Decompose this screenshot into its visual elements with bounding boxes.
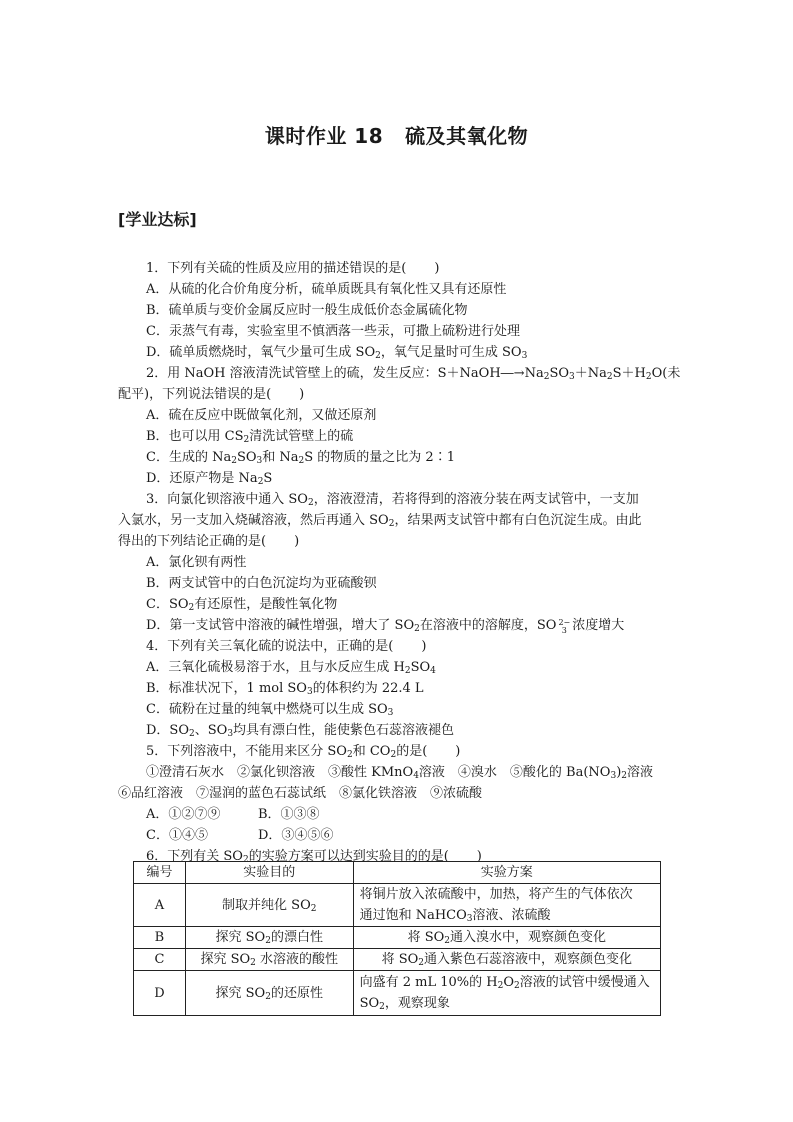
subscript: 2 <box>243 435 250 445</box>
q5-paren-close: ) <box>455 744 461 759</box>
text: ，观察现象 <box>384 996 450 1011</box>
subscript: 4 <box>413 771 419 781</box>
table-row <box>134 927 661 949</box>
text: 溶液 <box>627 765 654 780</box>
q5-options-cd <box>118 825 678 846</box>
text: 2．用 NaOH 溶液清洗试管壁上的硫，发生反应：S＋NaOH―→Na <box>146 366 544 381</box>
q4-option-d <box>118 720 678 741</box>
q4-option-b <box>118 678 678 699</box>
subscript: 2 <box>307 498 314 508</box>
section-heading: [学业达标] <box>118 210 197 229</box>
text: 在溶液中的溶解度，SO <box>419 618 557 633</box>
text: C．硫粉在过量的纯氧中燃烧可以生成 SO <box>146 702 388 717</box>
q5-options-ab <box>118 804 678 825</box>
subscript: 2 <box>310 903 317 914</box>
table-header: 实验方案 <box>353 862 660 884</box>
q2-stem-line1 <box>118 363 681 384</box>
q4-paren-close: ) <box>421 639 427 654</box>
q2-option-c <box>118 447 678 468</box>
text: 4．下列有关三氧化硫的说法中，正确的是( <box>146 639 394 654</box>
text: ，结果两支试管中都有白色沉淀生成。由此 <box>394 513 642 528</box>
text: 的还原性 <box>270 985 323 1001</box>
subscript: 2 <box>606 372 613 382</box>
text: 的实验方案可以达到实验目的的是( <box>248 849 449 864</box>
subscript: 2 <box>188 603 195 613</box>
text: SO <box>410 660 431 675</box>
subscript: 2 <box>242 855 249 865</box>
q5-stem <box>118 741 678 762</box>
table-row <box>134 884 661 927</box>
text: ＋Na <box>574 366 607 381</box>
row-id: B <box>134 927 186 949</box>
text: D．硫单质燃烧时，氧气少量可生成 SO <box>146 345 376 360</box>
row-goal <box>185 884 353 927</box>
q3-stem-line1 <box>118 489 678 510</box>
subscript: 2 <box>189 729 195 739</box>
text: 的漂白性 <box>270 930 323 945</box>
text: 探究 SO <box>200 952 251 967</box>
q5-option-c: C．①④⑤ <box>146 828 208 843</box>
text: 的是( <box>396 744 428 759</box>
subscript: 2 <box>418 958 424 968</box>
subscript: 2 <box>265 991 271 1002</box>
text: S＋H <box>612 366 646 381</box>
subscript: 2 <box>390 750 397 760</box>
subscript: 3 <box>466 914 473 924</box>
text: ) <box>616 765 622 780</box>
row-goal <box>185 971 353 1016</box>
q4-option-a <box>118 657 678 678</box>
text: 通过饱和 NaHCO <box>359 908 467 923</box>
q4-stem <box>118 636 678 657</box>
text: 3．向氯化钡溶液中通入 SO <box>146 492 308 507</box>
text: 将铜片放入浓硫酸中，加热，将产生的气体依次 <box>359 887 633 902</box>
q5-reagents-line1 <box>118 762 678 783</box>
q1-stem <box>118 258 678 279</box>
subscript: 3 <box>306 687 313 697</box>
q2-option-d <box>118 468 678 489</box>
text: 向盛有 2 mL 10%的 H <box>359 975 498 990</box>
q2-paren-close: ) <box>299 387 305 402</box>
text: S 的物质的量之比为 2∶1 <box>304 450 455 465</box>
subscript: 2 <box>298 456 305 466</box>
q6-paren-close: ) <box>476 849 482 864</box>
text: 通入溴水中，观察颜色变化 <box>450 930 607 945</box>
q5-option-d: D．③④⑤⑥ <box>258 828 334 843</box>
text-line <box>360 905 654 926</box>
text: 6．下列有关 SO <box>146 849 243 864</box>
q1-option-a: A．从硫的化合价角度分析，硫单质既具有氧化性又具有还原性 <box>146 282 507 297</box>
text: ，溶液澄清，若将得到的溶液分装在两支试管中，一支加 <box>313 492 639 507</box>
row-goal <box>185 949 353 971</box>
subscript: 2 <box>414 624 420 634</box>
subscript: 2 <box>379 1002 385 1012</box>
text: 将 SO <box>407 930 445 945</box>
experiment-table <box>133 861 661 1016</box>
text: A．三氧化硫极易溶于水，且与水反应生成 H <box>146 660 405 675</box>
text: O <box>503 975 514 990</box>
text: SO <box>236 450 257 465</box>
subscript: 3 <box>387 708 394 718</box>
q3-paren-close: ) <box>294 534 300 549</box>
text: 通入紫色石蕊溶液中，观察颜色变化 <box>424 952 633 967</box>
subscript: 3 <box>227 729 234 739</box>
text: O(未 <box>651 366 681 381</box>
row-id: C <box>134 949 186 971</box>
text: 得出的下列结论正确的是( <box>118 534 267 549</box>
subscript: 2 <box>250 958 256 968</box>
text: 有还原性，是酸性氧化物 <box>194 597 338 612</box>
subscript: 2 <box>444 936 450 946</box>
subscript: 3 <box>561 626 567 635</box>
sulfite-ion-charge <box>558 619 570 635</box>
subscript: 3 <box>569 372 575 382</box>
subscript: 3 <box>521 351 528 361</box>
row-id: D <box>134 971 186 1016</box>
subscript: 2 <box>375 351 381 361</box>
text: SO <box>359 996 380 1011</box>
q5-reagents-line2: ⑥品红溶液 ⑦湿润的蓝色石蕊试纸 ⑧氯化铁溶液 ⑨浓硫酸 <box>118 786 483 801</box>
row-id: A <box>134 884 186 927</box>
text: B．也可以用 CS <box>146 429 244 444</box>
row-plan <box>353 949 660 971</box>
q1-option-d <box>118 342 678 363</box>
q4-option-c <box>118 699 678 720</box>
text: D．还原产物是 Na <box>146 471 258 486</box>
text: ，氧气足量时可生成 SO <box>380 345 522 360</box>
text: D．SO <box>146 723 189 738</box>
text: 的体积约为 22.4 L <box>312 681 424 696</box>
table-header: 编号 <box>134 862 186 884</box>
subscript: 3 <box>256 456 263 466</box>
subscript: 2 <box>346 750 353 760</box>
table-row <box>134 971 661 1016</box>
text: 入氯水，另一支加入烧碱溶液，然后再通入 SO <box>118 513 389 528</box>
title-topic: 硫及其氧化物 <box>405 124 529 148</box>
q2-option-a: A．硫在反应中既做氧化剂，又做还原剂 <box>146 408 377 423</box>
subscript: 2 <box>543 372 550 382</box>
text: B．标准状况下，1 mol SO <box>146 681 307 696</box>
text: 浓度增大 <box>572 618 625 633</box>
subscript: 2 <box>513 981 520 991</box>
subscript: 3 <box>610 771 617 781</box>
row-goal <box>185 927 353 949</box>
table-header-row <box>134 862 661 884</box>
subscript: 2 <box>388 519 395 529</box>
table-row <box>134 949 661 971</box>
q2-option-b <box>118 426 678 447</box>
text: 和 CO <box>352 744 391 759</box>
text-line <box>360 972 654 993</box>
page-title <box>0 120 793 149</box>
q1-stem-text: 1．下列有关硫的性质及应用的描述错误的是( <box>146 261 407 276</box>
subscript: 2 <box>265 936 271 946</box>
superscript: 2− <box>558 618 571 627</box>
subscript: 4 <box>430 666 436 676</box>
text: 配平)，下列说法错误的是( <box>118 387 272 402</box>
text: D．第一支试管中溶液的碱性增强，增大了 SO <box>146 618 415 633</box>
q3-option-d <box>118 615 678 636</box>
text: SO <box>549 366 570 381</box>
q3-option-c <box>118 594 678 615</box>
row-plan <box>353 927 660 949</box>
text: 水溶液的酸性 <box>255 952 339 967</box>
text: 将 SO <box>381 952 419 967</box>
subscript: 2 <box>257 477 264 487</box>
q1-option-c: C．汞蒸气有毒，实验室里不慎洒落一些汞，可撒上硫粉进行处理 <box>146 324 520 339</box>
row-plan <box>353 971 660 1016</box>
text: ①澄清石灰水 ②氯化钡溶液 ③酸性 KMnO <box>146 765 414 780</box>
q5-option-b: B．①③⑧ <box>258 807 320 822</box>
row-plan <box>353 884 660 927</box>
subscript: 2 <box>621 771 628 781</box>
q3-stem-line3 <box>118 531 678 552</box>
q3-option-a: A．氯化钡有两性 <box>146 555 247 570</box>
subscript: 2 <box>645 372 652 382</box>
q1-paren-close: ) <box>434 261 440 276</box>
text: 、SO <box>194 723 228 738</box>
text: 5．下列溶液中，不能用来区分 SO <box>146 744 347 759</box>
q5-option-a: A．①②⑦⑨ <box>146 807 221 822</box>
question-body <box>118 258 681 867</box>
text: S <box>263 471 273 486</box>
text: 和 Na <box>262 450 299 465</box>
title-prefix: 课时作业 18 <box>264 124 384 148</box>
subscript: 2 <box>231 456 237 466</box>
text: 溶液的试管中缓慢通入 <box>519 975 650 990</box>
text: 溶液 ④溴水 ⑤酸化的 Ba(NO <box>418 765 611 780</box>
subscript: 2 <box>497 981 504 991</box>
text: C．生成的 Na <box>146 450 232 465</box>
text: 溶液、浓硫酸 <box>472 908 551 923</box>
text: 清洗试管壁上的硫 <box>249 429 354 444</box>
q1-option-b: B．硫单质与变价金属反应时一般生成低价态金属硫化物 <box>146 303 468 318</box>
text: C．SO <box>146 597 189 612</box>
text: 探究 SO <box>215 930 266 945</box>
text: 均具有漂白性，能使紫色石蕊溶液褪色 <box>233 723 455 738</box>
text-line <box>360 993 654 1014</box>
q3-stem-line2 <box>118 510 678 531</box>
q3-option-b: B．两支试管中的白色沉淀均为亚硫酸钡 <box>146 576 377 591</box>
text: 制取并纯化 SO <box>222 897 311 913</box>
text: 探究 SO <box>215 985 266 1001</box>
table-header: 实验目的 <box>185 862 353 884</box>
q2-stem-line2 <box>118 384 678 405</box>
subscript: 2 <box>404 666 411 676</box>
